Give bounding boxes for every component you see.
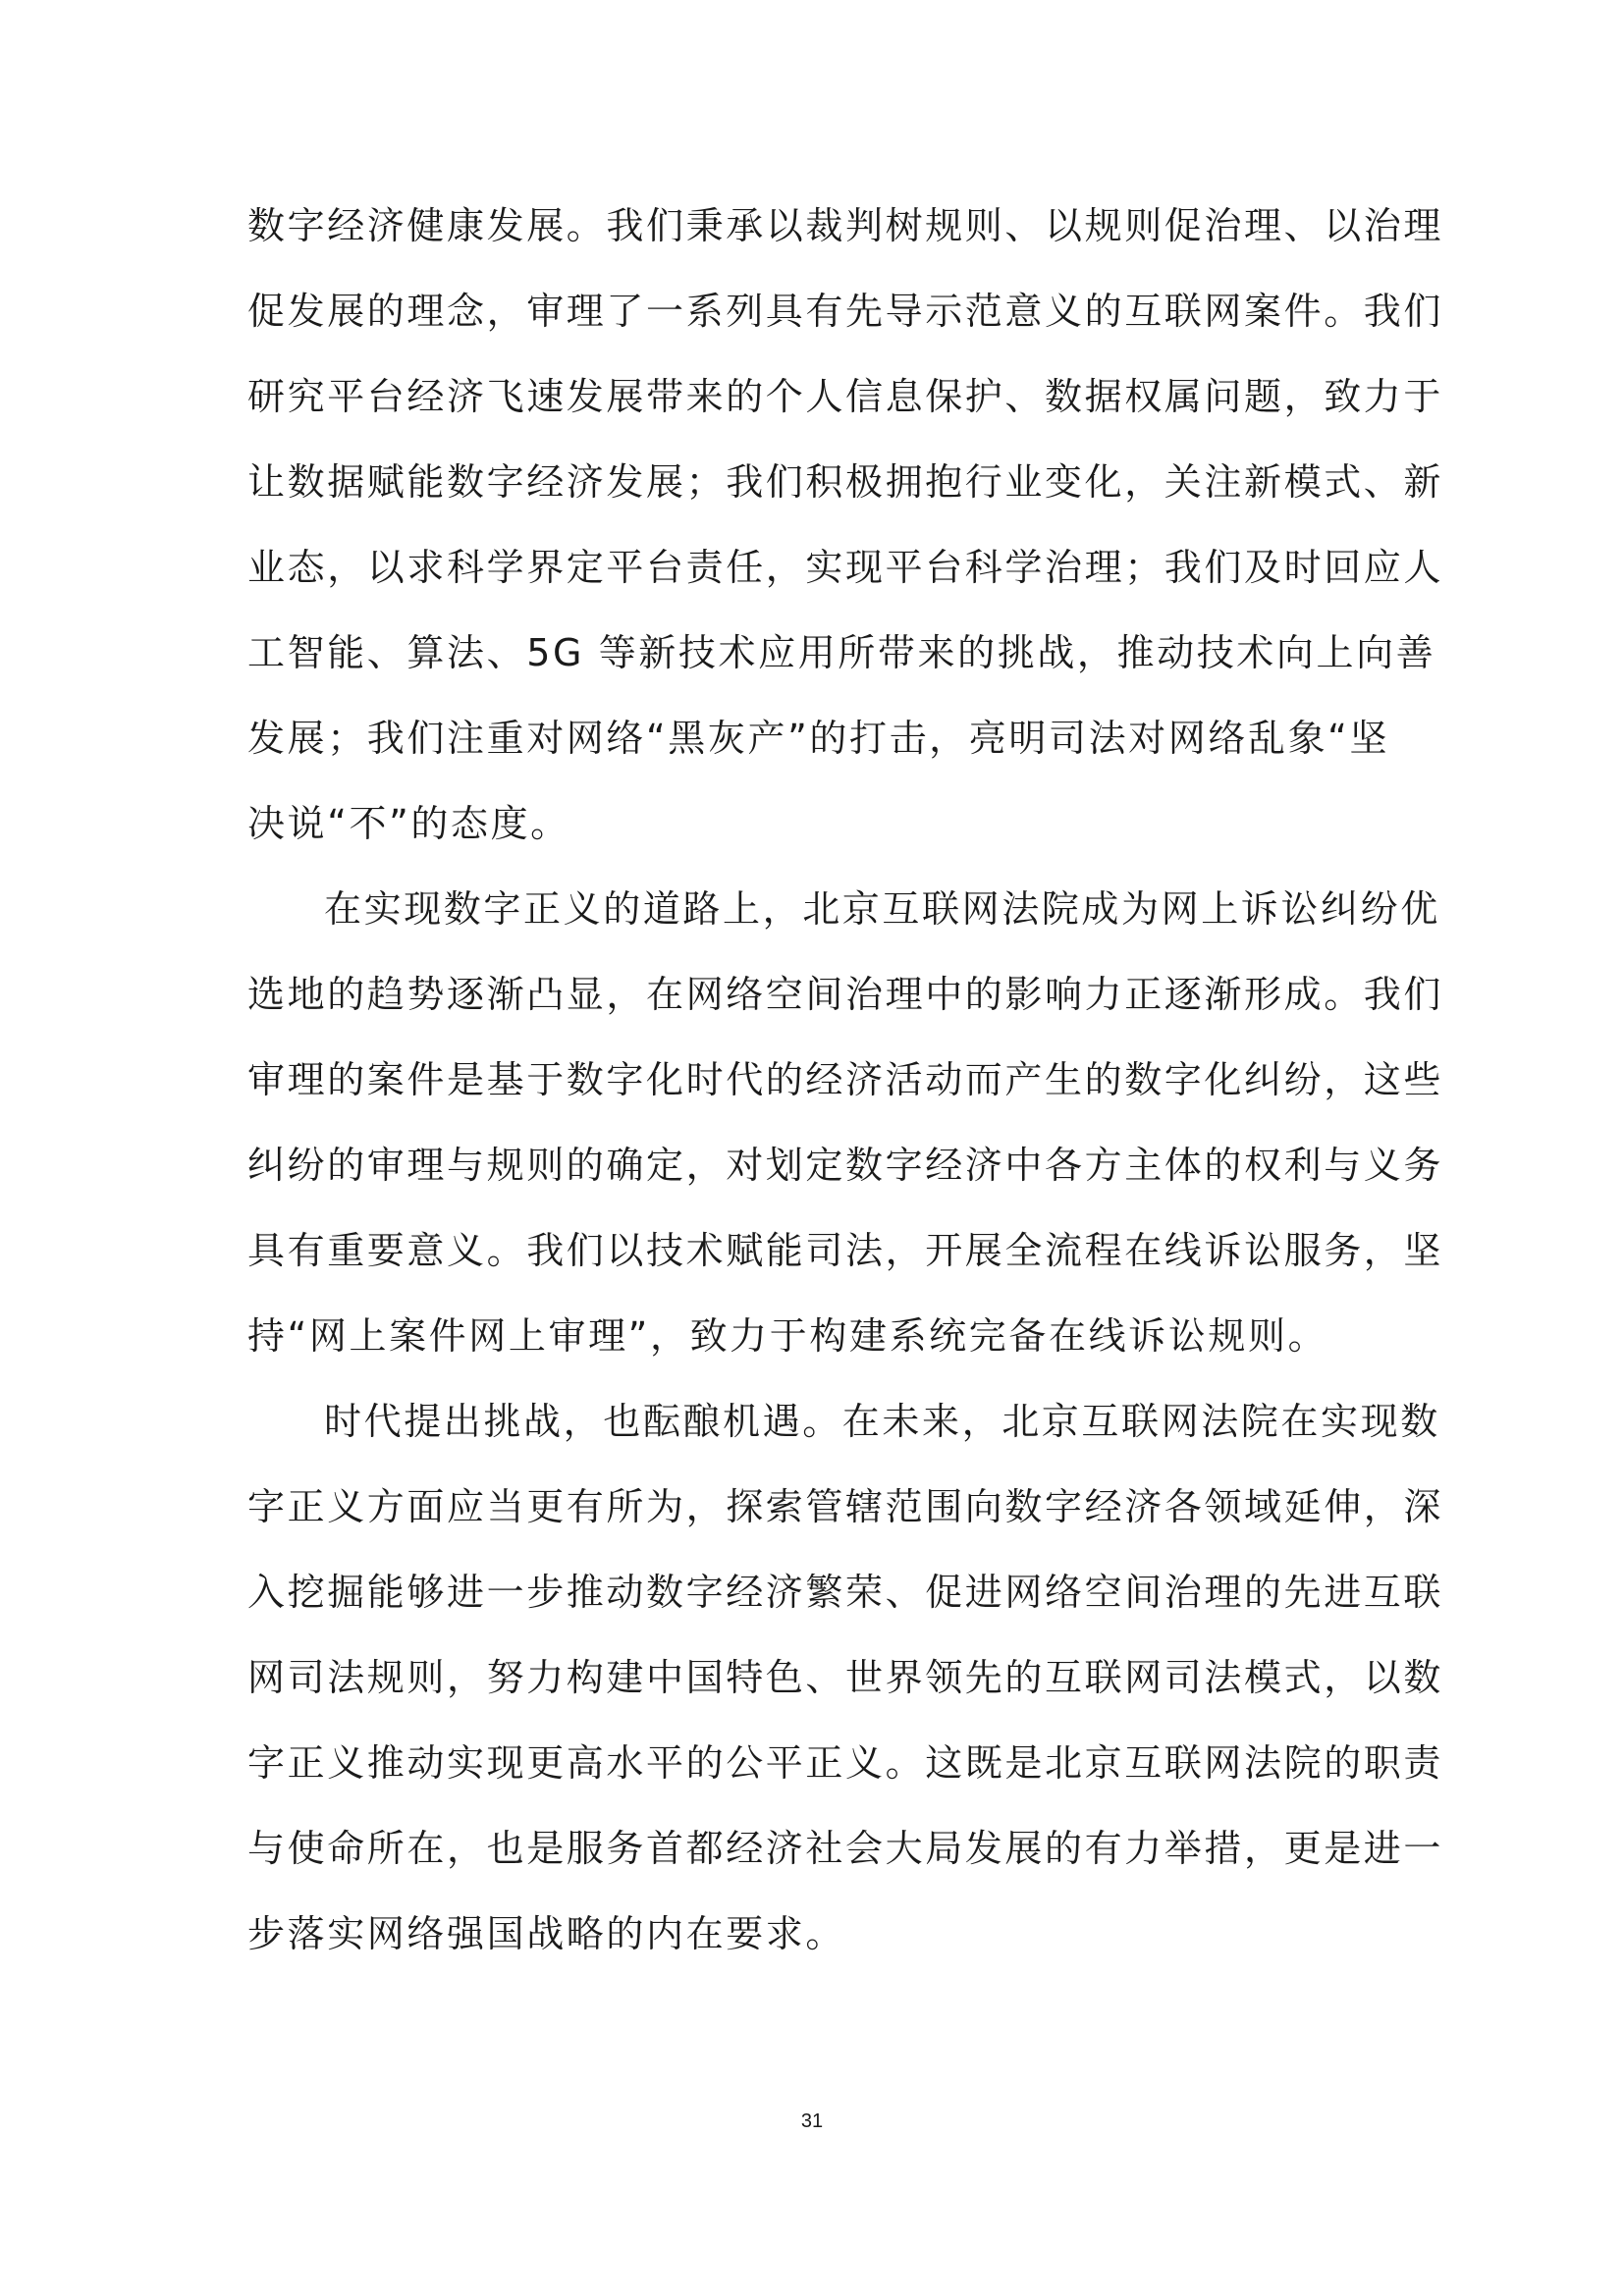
text-line: 业态，以求科学界定平台责任，实现平台科学治理；我们及时回应人 [247, 546, 1444, 589]
text-line: 决说“不”的态度。 [247, 802, 570, 845]
text-line: 字正义推动实现更高水平的公平正义。这既是北京互联网法院的职责 [247, 1741, 1444, 1785]
text-line: 研究平台经济飞速发展带来的个人信息保护、数据权属问题，致力于 [247, 375, 1444, 418]
text-line: 选地的趋势逐渐凸显，在网络空间治理中的影响力正逐渐形成。我们 [247, 973, 1444, 1016]
text-line: 网司法规则，努力构建中国特色、世界领先的互联网司法模式，以数 [247, 1656, 1444, 1699]
text-line: 促发展的理念，审理了一系列具有先导示范意义的互联网案件。我们 [247, 290, 1444, 333]
text-line: 持“网上案件网上审理”，致力于构建系统完备在线诉讼规则。 [247, 1314, 1328, 1358]
text-line: 数字经济健康发展。我们秉承以裁判树规则、以规则促治理、以治理 [247, 204, 1444, 247]
text-line: 入挖掘能够进一步推动数字经济繁荣、促进网络空间治理的先进互联 [247, 1571, 1444, 1614]
text-line: 让数据赋能数字经济发展；我们积极拥抱行业变化，关注新模式、新 [247, 460, 1444, 504]
page-number: 31 [800, 2110, 824, 2132]
text-line: 字正义方面应当更有所为，探索管辖范围向数字经济各领域延伸，深 [247, 1485, 1444, 1528]
paragraph-first-line: 在实现数字正义的道路上，北京互联网法院成为网上诉讼纠纷优 [324, 887, 1440, 931]
text-line: 工智能、算法、5G 等新技术应用所带来的挑战，推动技术向上向善 [247, 631, 1436, 674]
text-line: 纠纷的审理与规则的确定，对划定数字经济中各方主体的权利与义务 [247, 1144, 1444, 1187]
text-line: 具有重要意义。我们以技术赋能司法，开展全流程在线诉讼服务，坚 [247, 1229, 1444, 1272]
text-line: 与使命所在，也是服务首都经济社会大局发展的有力举措，更是进一 [247, 1827, 1444, 1870]
text-line: 审理的案件是基于数字化时代的经济活动而产生的数字化纠纷，这些 [247, 1058, 1444, 1101]
text-line: 发展；我们注重对网络“黑灰产”的打击，亮明司法对网络乱象“坚 [247, 717, 1390, 760]
text-line: 步落实网络强国战略的内在要求。 [247, 1912, 846, 1955]
paragraph-first-line: 时代提出挑战，也酝酿机遇。在未来，北京互联网法院在实现数 [324, 1400, 1440, 1443]
